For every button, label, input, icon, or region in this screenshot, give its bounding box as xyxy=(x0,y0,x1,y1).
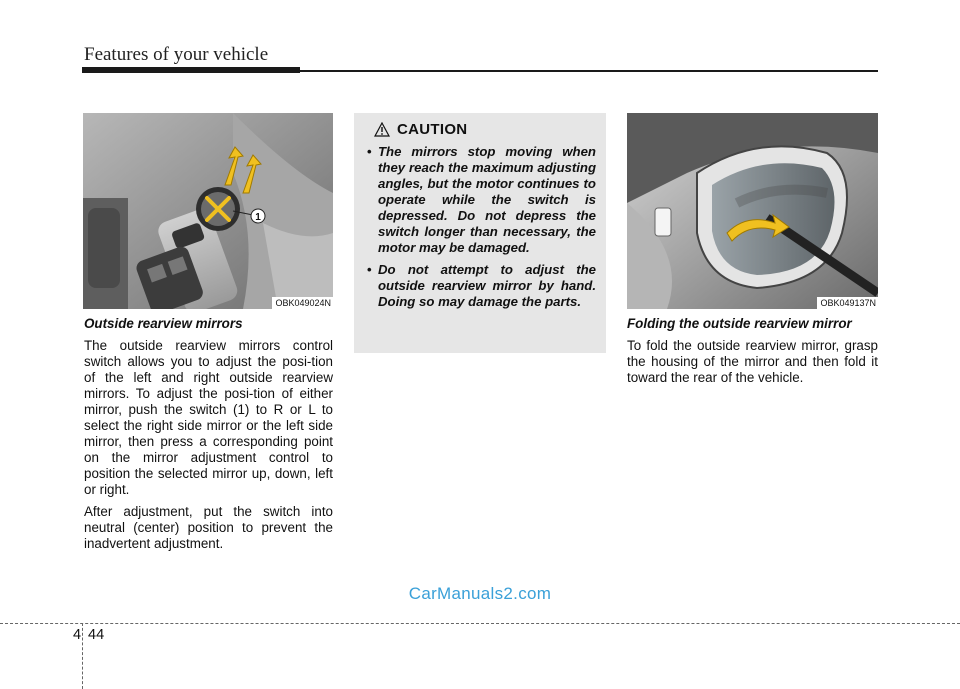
paragraph-folding: To fold the outside rearview mirror, grasp the housing of the mirror and then fold it toward the rear of the vehicle. xyxy=(627,338,878,385)
footer-divider xyxy=(0,623,960,624)
caution-item: • Do not attempt to adjust the outside rearview mirror by hand. Doing so may damage the parts. xyxy=(366,262,596,310)
caution-item: • The mirrors stop moving when they reach the maximum adjusting angles, but the motor continues to operate while the switch is depressed. Do not depress the switch longer than necessary, the motor may be damaged. xyxy=(366,144,596,256)
caution-header xyxy=(374,121,596,138)
right-column xyxy=(627,316,878,392)
left-column xyxy=(84,316,333,558)
paragraph-neutral-position: After adjustment, put the switch into neutral (center) position to prevent the inadvertent adjustment. xyxy=(84,504,333,551)
caution-list xyxy=(366,144,596,310)
callout-number: 1 xyxy=(255,212,261,223)
section-heading-folding: Folding the outside rearview mirror xyxy=(627,316,852,331)
mirror-switch-illustration xyxy=(83,113,333,309)
footer-vertical-divider xyxy=(82,623,83,689)
figure-code-right: OBK049137N xyxy=(817,297,878,309)
section-heading-mirrors: Outside rearview mirrors xyxy=(84,316,243,331)
folding-mirror-illustration xyxy=(627,113,878,309)
page-header-title: Features of your vehicle xyxy=(84,44,269,65)
paragraph-mirror-control: The outside rearview mirrors control switch allows you to adjust the posi-tion of the left and right outside rearview mirrors. To adjust the posi-tion of either mirror, push the switch (1) to R or L to select the right side mirror or the left side mirror, then press a corresponding point on the mirror adjustment control to position the selected mirror up, down, left or right. xyxy=(84,338,333,497)
caution-box xyxy=(354,113,606,353)
page-number: 44 xyxy=(88,627,105,643)
header-rule-thick xyxy=(82,67,300,73)
caution-title: CAUTION xyxy=(397,121,468,138)
chapter-number: 4 xyxy=(73,627,82,643)
mirror-switch-figure xyxy=(83,113,333,309)
folding-mirror-figure xyxy=(627,113,878,309)
figure-code-left: OBK049024N xyxy=(272,297,333,309)
watermark-link[interactable]: CarManuals2.com xyxy=(408,584,552,603)
warning-triangle-icon xyxy=(374,122,390,137)
header-rule-thin xyxy=(300,70,878,72)
